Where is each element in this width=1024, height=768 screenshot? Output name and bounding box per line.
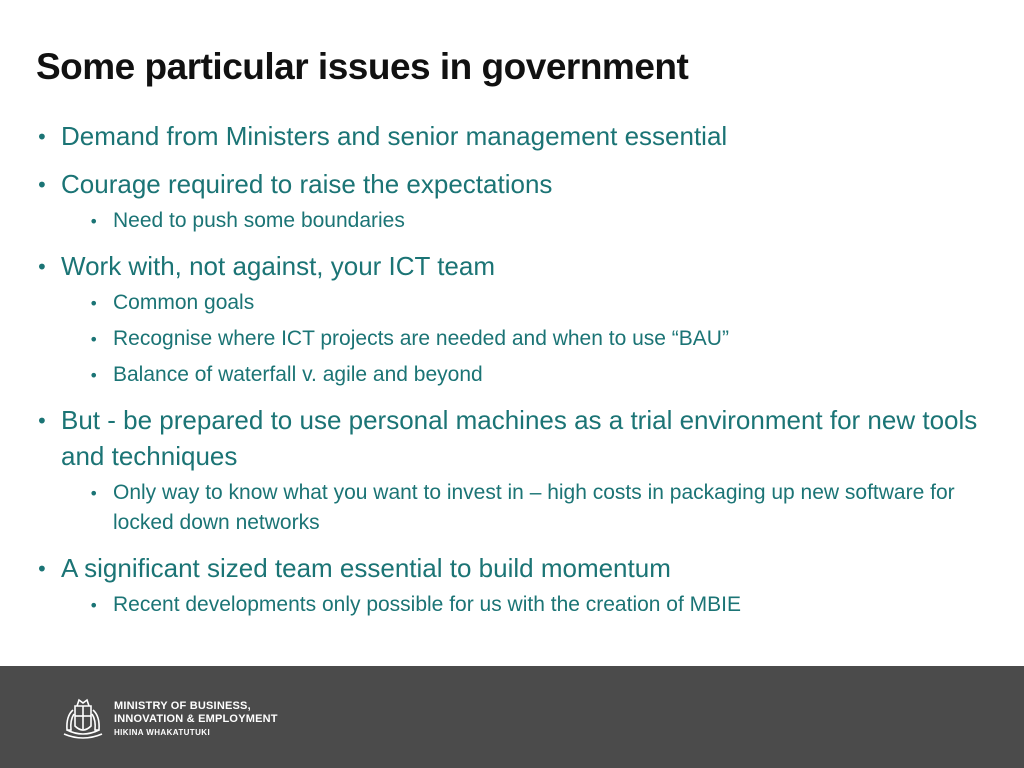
sub-bullet-dot: • bbox=[89, 484, 99, 503]
bullet-item bbox=[36, 550, 986, 586]
bullet-item bbox=[36, 118, 986, 154]
bullet-dot: • bbox=[36, 255, 48, 279]
sub-bullet-text: Recognise where ICT projects are needed and when to use “BAU” bbox=[113, 327, 729, 350]
ministry-logo bbox=[114, 700, 278, 739]
bullet-dot: • bbox=[36, 557, 48, 581]
logo-line-2: INNOVATION & EMPLOYMENT bbox=[114, 713, 278, 725]
sub-bullet-dot: • bbox=[89, 294, 99, 313]
sub-bullet-dot: • bbox=[89, 366, 99, 385]
sub-bullet-item bbox=[36, 324, 986, 354]
nz-coat-of-arms-icon bbox=[58, 696, 108, 744]
sub-bullet-item bbox=[36, 360, 986, 390]
sub-bullet-item bbox=[36, 206, 986, 236]
sub-bullet-text: Balance of waterfall v. agile and beyond bbox=[113, 363, 483, 386]
bullet-list bbox=[36, 118, 986, 620]
bullet-dot: • bbox=[36, 173, 48, 197]
bullet-text: Demand from Ministers and senior management essential bbox=[61, 121, 728, 151]
bullet-text: Courage required to raise the expectations bbox=[61, 169, 553, 199]
sub-bullet-text: Need to push some boundaries bbox=[113, 209, 405, 232]
logo-line-1: MINISTRY OF BUSINESS, bbox=[114, 700, 251, 712]
bullet-dot: • bbox=[36, 125, 48, 149]
logo-subtitle: HIKINA WHAKATUTUKI bbox=[114, 728, 211, 737]
sub-bullet-item bbox=[36, 478, 986, 538]
bullet-item bbox=[36, 166, 986, 202]
bullet-item bbox=[36, 248, 986, 284]
sub-bullet-item bbox=[36, 590, 986, 620]
bullet-text: A significant sized team essential to build momentum bbox=[61, 553, 671, 583]
sub-bullet-text: Common goals bbox=[113, 291, 255, 314]
sub-bullet-dot: • bbox=[89, 212, 99, 231]
sub-bullet-item bbox=[36, 288, 986, 318]
sub-bullet-text: Recent developments only possible for us with the creation of MBIE bbox=[113, 593, 741, 616]
bullet-item bbox=[36, 402, 986, 474]
sub-bullet-dot: • bbox=[89, 330, 99, 349]
bullet-dot: • bbox=[36, 409, 48, 433]
bullet-text: But - be prepared to use personal machines as a trial environment for new tools and techniques bbox=[61, 405, 978, 471]
sub-bullet-dot: • bbox=[89, 596, 99, 615]
sub-bullet-text: Only way to know what you want to invest in – high costs in packaging up new software for locked down networks bbox=[113, 481, 955, 534]
bullet-text: Work with, not against, your ICT team bbox=[61, 251, 495, 281]
slide-title: Some particular issues in government bbox=[36, 46, 689, 87]
